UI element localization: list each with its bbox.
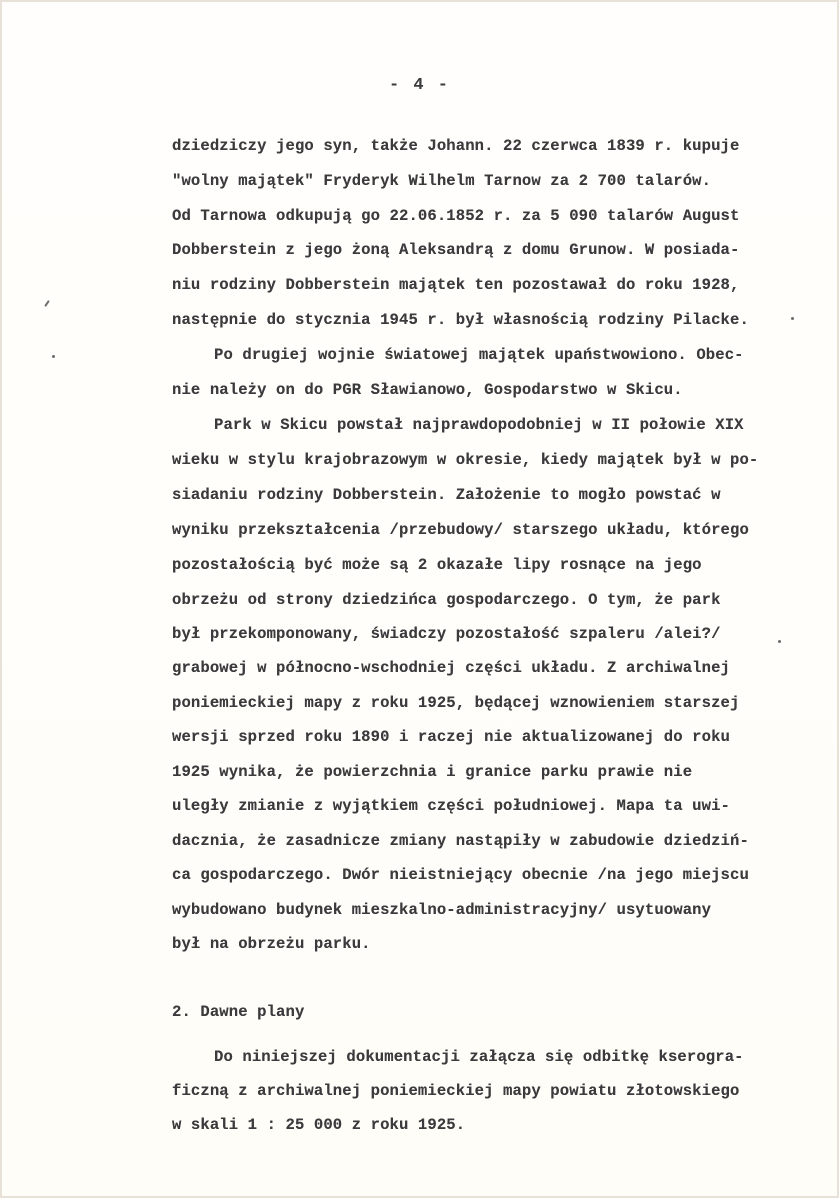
paragraph-1-line-3: Od Tarnowa odkupują go 22.06.1852 r. za 5 090 talarów August xyxy=(172,207,740,225)
paragraph-3-line-7: był przekomponowany, świadczy pozostałość szpaleru /alei?/ xyxy=(172,625,721,643)
paragraph-2-line-2: nie należy on do PGR Sławianowo, Gospodarstwo w Skicu. xyxy=(172,381,683,399)
section-2-line-3: w skali 1 : 25 000 z roku 1925. xyxy=(172,1116,466,1134)
section-2-line-2: ficzną z archiwalnej poniemieckiej mapy powiatu złotowskiego xyxy=(172,1082,740,1100)
paragraph-1-line-6: następnie do stycznia 1945 r. był własnością rodziny Pilacke. xyxy=(172,311,749,329)
ink-mark xyxy=(778,640,781,643)
paragraph-1-line-1: dziedziczy jego syn, także Johann. 22 czerwca 1839 r. kupuje xyxy=(172,137,740,155)
paragraph-3-line-14: ca gospodarczego. Dwór nieistniejący obecnie /na jego miejscu xyxy=(172,866,749,884)
paragraph-3-line-6: obrzeżu od strony dziedzińca gospodarczego. O tym, że park xyxy=(172,591,721,609)
paragraph-3-line-10: wersji sprzed roku 1890 i raczej nie aktualizowanej do roku xyxy=(172,728,731,746)
paragraph-1-line-5: niu rodziny Dobberstein majątek ten pozostawał do roku 1928, xyxy=(172,276,740,294)
paragraph-3-line-1: Park w Skicu powstał najprawdopodobniej w II połowie XIX xyxy=(214,416,744,434)
page-number: - 4 - xyxy=(388,76,450,95)
margin-mark xyxy=(52,355,55,358)
paragraph-3-line-16: był na obrzeżu parku. xyxy=(172,935,371,953)
paragraph-3-line-4: wyniku przekształcenia /przebudowy/ starszego układu, którego xyxy=(172,521,749,539)
paragraph-1-line-2: "wolny majątek" Fryderyk Wilhelm Tarnow za 2 700 talarów. xyxy=(172,172,712,190)
section-2-heading: 2. Dawne plany xyxy=(172,1003,305,1021)
paragraph-1-line-4: Dobberstein z jego żoną Aleksandrą z domu Grunow. W posiada- xyxy=(172,241,740,259)
paragraph-3-line-5: pozostałością być może są 2 okazałe lipy rosnące na jego xyxy=(172,556,702,574)
paragraph-3-line-3: siadaniu rodziny Dobberstein. Założenie to mogło powstać w xyxy=(172,486,721,504)
paragraph-3-line-9: poniemieckiej mapy z roku 1925, będącej wznowieniem starszej xyxy=(172,694,740,712)
paragraph-3-line-13: dacznia, że zasadnicze zmiany nastąpiły w zabudowie dziedziń- xyxy=(172,832,749,850)
section-2-line-1: Do niniejszej dokumentacji załącza się odbitkę kserogra- xyxy=(214,1048,744,1066)
paragraph-3-line-8: grabowej w północno-wschodniej części układu. Z archiwalnej xyxy=(172,659,731,677)
paragraph-3-line-2: wieku w stylu krajobrazowym w okresie, kiedy majątek był w po- xyxy=(172,451,759,469)
margin-mark xyxy=(44,300,50,307)
paragraph-3-line-11: 1925 wynika, że powierzchnia i granice parku prawie nie xyxy=(172,763,693,781)
paragraph-2-line-1: Po drugiej wojnie światowej majątek upaństwowiono. Obec- xyxy=(214,346,744,364)
paragraph-3-line-12: uległy zmianie z wyjątkiem części południowej. Mapa ta uwi- xyxy=(172,797,731,815)
paragraph-3-line-15: wybudowano budynek mieszkalno-administracyjny/ usytuowany xyxy=(172,901,712,919)
ink-mark xyxy=(791,317,794,320)
